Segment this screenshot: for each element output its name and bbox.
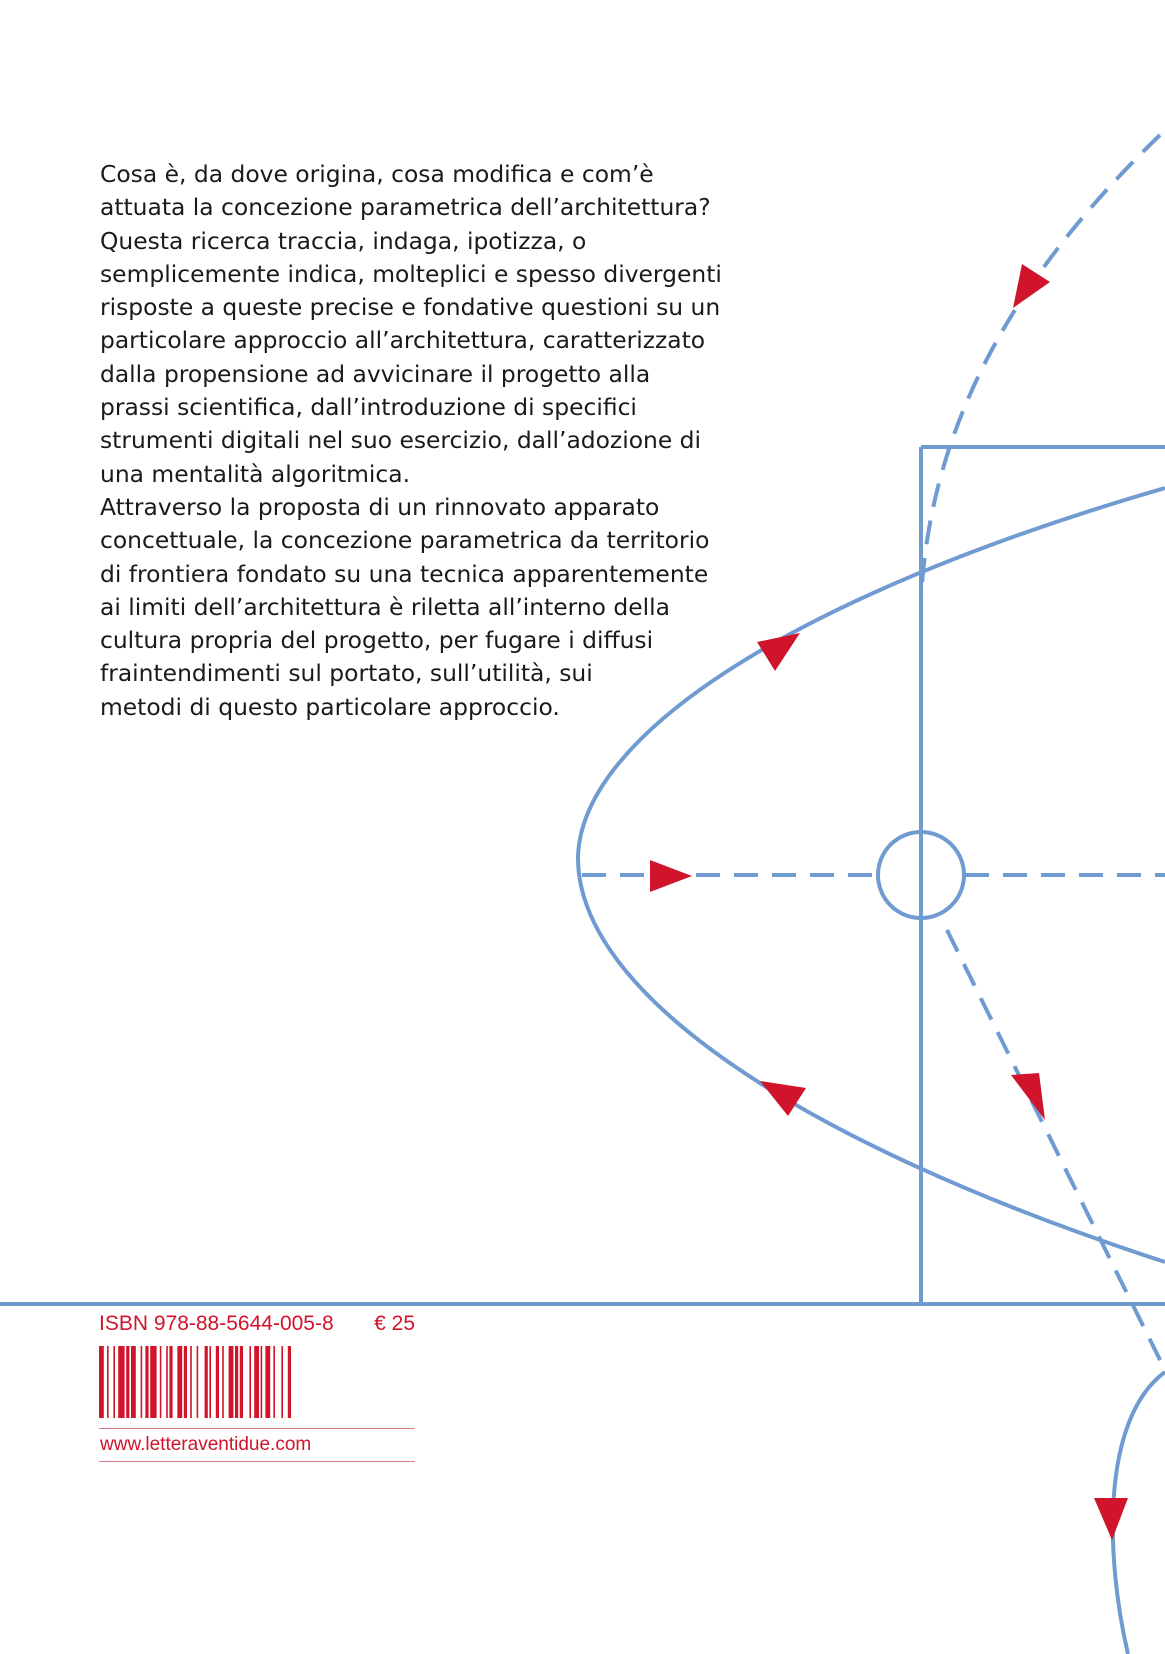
back-cover-blurb [100, 158, 760, 724]
website-link[interactable]: www.letteraventidue.com [100, 1434, 312, 1455]
blurb-paragraph-1: Cosa è, da dove origina, cosa modifica e com’è attuata la concezione parametrica dell’architettura? Questa ricerca traccia, indaga, ipotizza, o semplicemente indica, molteplici e spesso divergenti risposte a queste precise e fondative questioni su un particolare approccio all’architettura, caratterizzato dalla propensione ad avvicinare il progetto alla prassi scientifica, dall’introduzione di specifici strumenti digitali nel suo esercizio, dall’adozione di una mentalità algoritmica. [100, 160, 722, 488]
arrow-parabola-lower [760, 1081, 806, 1116]
isbn-block [99, 1310, 415, 1462]
barcode-icon [99, 1346, 415, 1418]
price: € 25 [374, 1312, 415, 1335]
blurb-paragraph-2: Attraverso la proposta di un rinnovato apparato concettuale, la concezione parametrica da territorio di frontiera fondato su una tecnica apparentemente ai limiti dell’architettura è riletta all’interno della cultura propria del progetto, per fugare i diffusi fraintendimenti sul portato, sull’utilità, sui metodi di questo particolare approccio. [100, 492, 710, 721]
arrow-dashed-arc [1013, 264, 1050, 308]
arrow-parabola-upper [757, 633, 800, 671]
divider-bottom [99, 1461, 415, 1462]
dashed-arc [921, 135, 1160, 800]
arrow-dashed-diagonal [1011, 1073, 1045, 1120]
isbn-row [99, 1310, 415, 1338]
isbn-code: ISBN 978-88-5644-005-8 [99, 1312, 334, 1335]
arrow-dashed-horizontal [650, 860, 692, 892]
arrow-lower-arc [1094, 1498, 1128, 1540]
